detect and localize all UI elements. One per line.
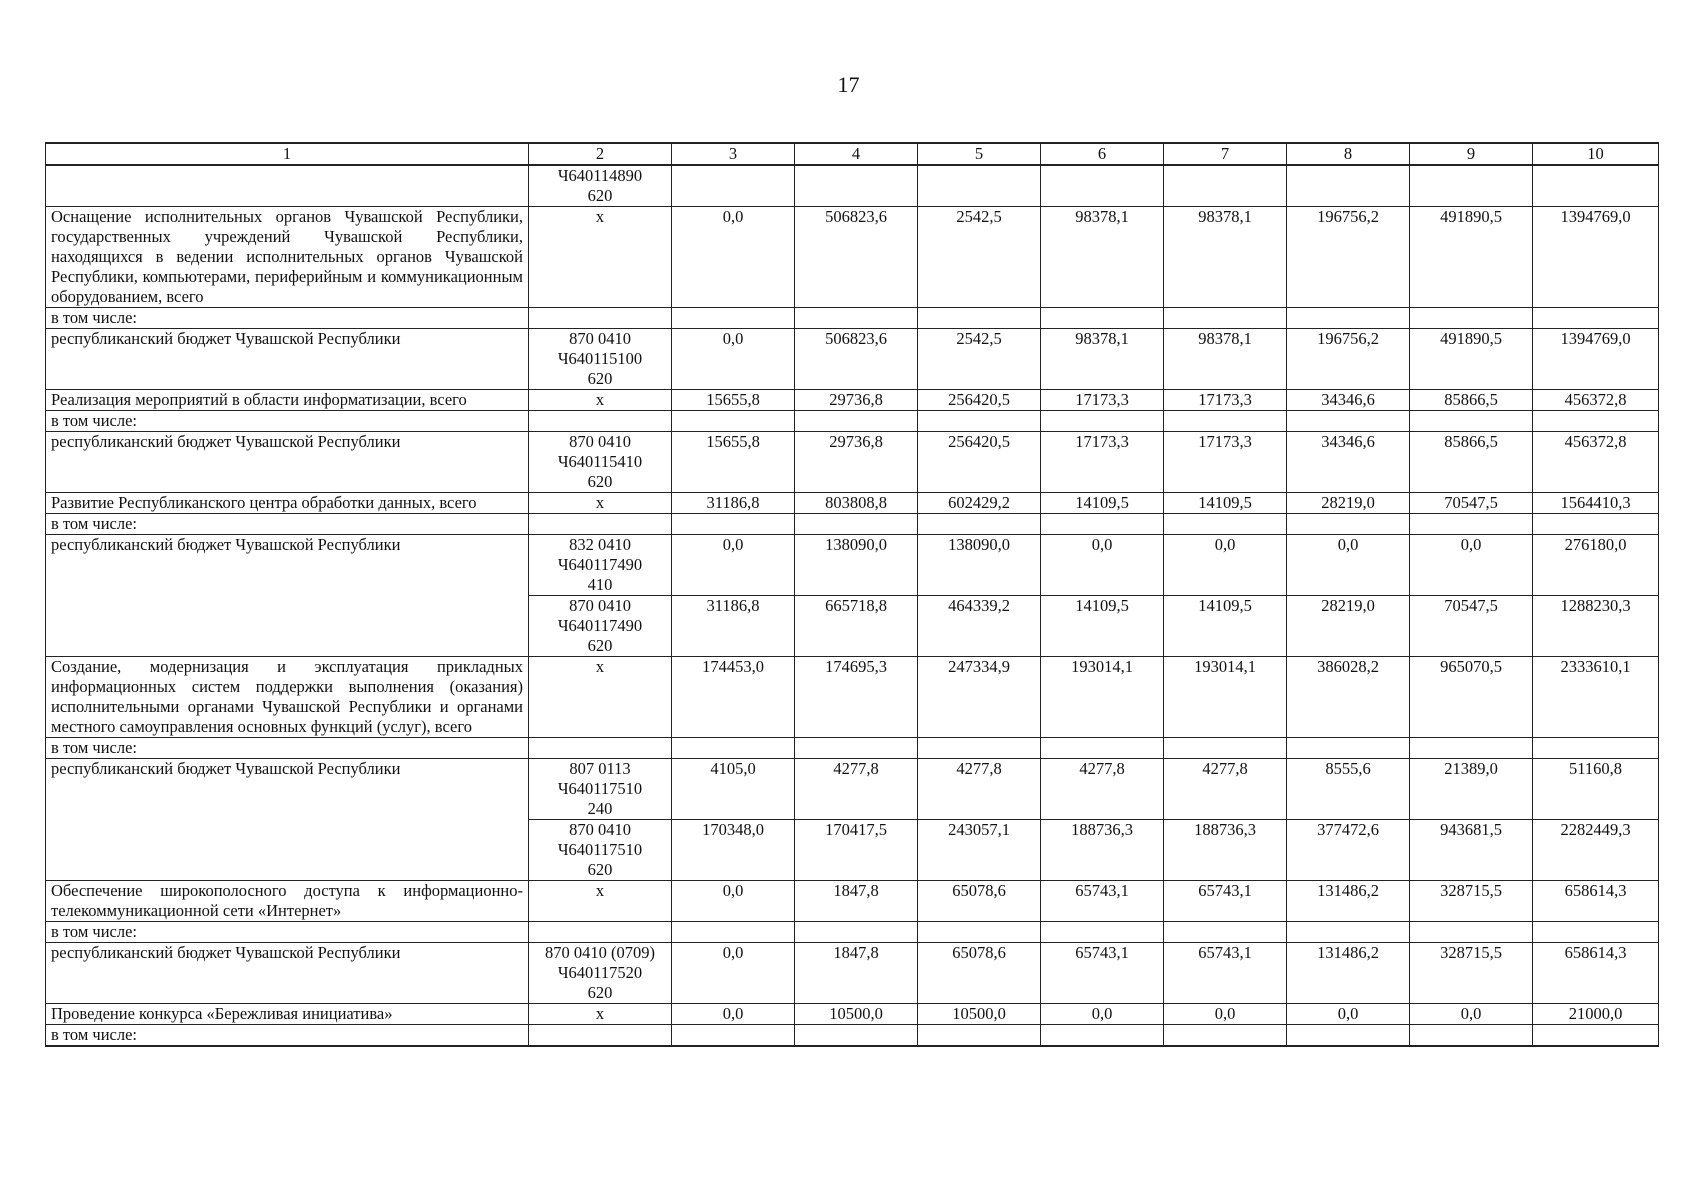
budget-code: Ч640114890 620 <box>529 165 672 207</box>
value-cell-col-5: 464339,2 <box>918 596 1041 657</box>
value-cell-col-8: 34346,6 <box>1287 390 1410 411</box>
value-cell-col-10: 21000,0 <box>1533 1004 1659 1025</box>
table-row <box>46 207 1659 308</box>
budget-code <box>529 1025 672 1047</box>
table-row <box>46 535 1659 596</box>
value-cell-col-5: 138090,0 <box>918 535 1041 596</box>
value-cell-col-5 <box>918 411 1041 432</box>
value-cell-col-3 <box>672 308 795 329</box>
value-cell-col-7: 17173,3 <box>1164 432 1287 493</box>
value-cell-col-3: 0,0 <box>672 881 795 922</box>
value-cell-col-4: 29736,8 <box>795 432 918 493</box>
value-cell-col-7 <box>1164 411 1287 432</box>
column-header-5: 5 <box>918 143 1041 165</box>
value-cell-col-9: 70547,5 <box>1410 596 1533 657</box>
value-cell-col-7: 17173,3 <box>1164 390 1287 411</box>
budget-code <box>529 738 672 759</box>
value-cell-col-6: 188736,3 <box>1041 820 1164 881</box>
value-cell-col-7 <box>1164 165 1287 207</box>
subtotal-label: в том числе: <box>46 514 529 535</box>
budget-code: 870 0410 Ч640117490 620 <box>529 596 672 657</box>
value-cell-col-10 <box>1533 514 1659 535</box>
column-header-1: 1 <box>46 143 529 165</box>
value-cell-col-7: 65743,1 <box>1164 943 1287 1004</box>
budget-code: 807 0113 Ч640117510 240 <box>529 759 672 820</box>
item-name: республиканский бюджет Чувашской Республики <box>46 759 529 881</box>
column-header-7: 7 <box>1164 143 1287 165</box>
value-cell-col-5: 247334,9 <box>918 657 1041 738</box>
value-cell-col-8: 0,0 <box>1287 535 1410 596</box>
value-cell-col-10: 658614,3 <box>1533 881 1659 922</box>
value-cell-col-10: 1564410,3 <box>1533 493 1659 514</box>
value-cell-col-4 <box>795 514 918 535</box>
value-cell-col-3 <box>672 922 795 943</box>
value-cell-col-6 <box>1041 1025 1164 1047</box>
value-cell-col-5: 65078,6 <box>918 881 1041 922</box>
column-header-8: 8 <box>1287 143 1410 165</box>
value-cell-col-7: 98378,1 <box>1164 329 1287 390</box>
budget-code: х <box>529 657 672 738</box>
value-cell-col-8 <box>1287 738 1410 759</box>
value-cell-col-3: 0,0 <box>672 329 795 390</box>
value-cell-col-8 <box>1287 411 1410 432</box>
value-cell-col-5: 602429,2 <box>918 493 1041 514</box>
table-row <box>46 1025 1659 1047</box>
value-cell-col-7 <box>1164 1025 1287 1047</box>
budget-code: х <box>529 207 672 308</box>
value-cell-col-6: 65743,1 <box>1041 881 1164 922</box>
value-cell-col-3: 31186,8 <box>672 596 795 657</box>
item-name: Развитие Республиканского центра обработки данных, всего <box>46 493 529 514</box>
value-cell-col-7: 98378,1 <box>1164 207 1287 308</box>
value-cell-col-8 <box>1287 514 1410 535</box>
value-cell-col-7: 188736,3 <box>1164 820 1287 881</box>
value-cell-col-10: 1394769,0 <box>1533 329 1659 390</box>
item-name: Обеспечение широкополосного доступа к информационно-телекоммуникационной сети «Интернет» <box>46 881 529 922</box>
value-cell-col-8 <box>1287 922 1410 943</box>
budget-code <box>529 411 672 432</box>
budget-code: х <box>529 390 672 411</box>
column-header-10: 10 <box>1533 143 1659 165</box>
value-cell-col-8 <box>1287 165 1410 207</box>
table-row <box>46 432 1659 493</box>
value-cell-col-10: 2333610,1 <box>1533 657 1659 738</box>
value-cell-col-3: 15655,8 <box>672 432 795 493</box>
value-cell-col-5: 256420,5 <box>918 432 1041 493</box>
table-row <box>46 390 1659 411</box>
value-cell-col-6 <box>1041 738 1164 759</box>
value-cell-col-10: 2282449,3 <box>1533 820 1659 881</box>
subtotal-label: в том числе: <box>46 411 529 432</box>
item-name: республиканский бюджет Чувашской Республики <box>46 535 529 657</box>
value-cell-col-6: 0,0 <box>1041 1004 1164 1025</box>
budget-code: 832 0410 Ч640117490 410 <box>529 535 672 596</box>
table-row <box>46 514 1659 535</box>
value-cell-col-6 <box>1041 514 1164 535</box>
value-cell-col-5 <box>918 1025 1041 1047</box>
table-row <box>46 308 1659 329</box>
value-cell-col-8: 377472,6 <box>1287 820 1410 881</box>
budget-code: х <box>529 493 672 514</box>
budget-code <box>529 514 672 535</box>
value-cell-col-6 <box>1041 308 1164 329</box>
value-cell-col-5: 2542,5 <box>918 207 1041 308</box>
item-name <box>46 165 529 207</box>
budget-code <box>529 308 672 329</box>
subtotal-label: в том числе: <box>46 738 529 759</box>
value-cell-col-7: 4277,8 <box>1164 759 1287 820</box>
value-cell-col-4 <box>795 738 918 759</box>
value-cell-col-4: 506823,6 <box>795 207 918 308</box>
value-cell-col-4: 138090,0 <box>795 535 918 596</box>
value-cell-col-5: 4277,8 <box>918 759 1041 820</box>
value-cell-col-9: 965070,5 <box>1410 657 1533 738</box>
value-cell-col-6: 98378,1 <box>1041 329 1164 390</box>
value-cell-col-6: 14109,5 <box>1041 493 1164 514</box>
value-cell-col-4: 4277,8 <box>795 759 918 820</box>
value-cell-col-3 <box>672 738 795 759</box>
value-cell-col-8: 131486,2 <box>1287 881 1410 922</box>
table-row <box>46 165 1659 207</box>
budget-table <box>45 142 1659 1047</box>
value-cell-col-10 <box>1533 411 1659 432</box>
value-cell-col-7 <box>1164 308 1287 329</box>
column-header-3: 3 <box>672 143 795 165</box>
value-cell-col-9: 328715,5 <box>1410 881 1533 922</box>
value-cell-col-9 <box>1410 308 1533 329</box>
value-cell-col-3 <box>672 514 795 535</box>
value-cell-col-9: 943681,5 <box>1410 820 1533 881</box>
value-cell-col-4 <box>795 1025 918 1047</box>
value-cell-col-7: 14109,5 <box>1164 596 1287 657</box>
value-cell-col-3: 4105,0 <box>672 759 795 820</box>
value-cell-col-10: 51160,8 <box>1533 759 1659 820</box>
value-cell-col-4: 506823,6 <box>795 329 918 390</box>
value-cell-col-10 <box>1533 1025 1659 1047</box>
value-cell-col-10 <box>1533 922 1659 943</box>
value-cell-col-6: 14109,5 <box>1041 596 1164 657</box>
subtotal-label: в том числе: <box>46 922 529 943</box>
value-cell-col-9: 491890,5 <box>1410 207 1533 308</box>
table-row <box>46 759 1659 820</box>
item-name: Проведение конкурса «Бережливая инициатива» <box>46 1004 529 1025</box>
value-cell-col-7 <box>1164 922 1287 943</box>
value-cell-col-10: 658614,3 <box>1533 943 1659 1004</box>
value-cell-col-9 <box>1410 1025 1533 1047</box>
value-cell-col-4: 665718,8 <box>795 596 918 657</box>
budget-code: х <box>529 881 672 922</box>
subtotal-label: в том числе: <box>46 308 529 329</box>
value-cell-col-6: 17173,3 <box>1041 390 1164 411</box>
budget-code: х <box>529 1004 672 1025</box>
table-row <box>46 411 1659 432</box>
value-cell-col-3: 0,0 <box>672 207 795 308</box>
value-cell-col-8: 0,0 <box>1287 1004 1410 1025</box>
value-cell-col-6 <box>1041 165 1164 207</box>
value-cell-col-9: 21389,0 <box>1410 759 1533 820</box>
value-cell-col-6 <box>1041 411 1164 432</box>
value-cell-col-9: 85866,5 <box>1410 390 1533 411</box>
budget-code: 870 0410 Ч640117510 620 <box>529 820 672 881</box>
column-header-9: 9 <box>1410 143 1533 165</box>
value-cell-col-5 <box>918 922 1041 943</box>
value-cell-col-7: 65743,1 <box>1164 881 1287 922</box>
column-header-6: 6 <box>1041 143 1164 165</box>
column-header-2: 2 <box>529 143 672 165</box>
value-cell-col-7 <box>1164 738 1287 759</box>
value-cell-col-4 <box>795 308 918 329</box>
page-number: 17 <box>837 72 860 97</box>
value-cell-col-10: 1288230,3 <box>1533 596 1659 657</box>
budget-code: 870 0410 Ч640115410 620 <box>529 432 672 493</box>
value-cell-col-7: 14109,5 <box>1164 493 1287 514</box>
item-name: Создание, модернизация и эксплуатация прикладных информационных систем поддержки выполнения (оказания) исполнительными органами Чувашской Республики и органами местного самоуправления основных функций (услуг), всего <box>46 657 529 738</box>
value-cell-col-10 <box>1533 738 1659 759</box>
value-cell-col-4: 29736,8 <box>795 390 918 411</box>
table-row <box>46 329 1659 390</box>
value-cell-col-8: 28219,0 <box>1287 493 1410 514</box>
value-cell-col-3 <box>672 411 795 432</box>
table-row <box>46 657 1659 738</box>
value-cell-col-6: 0,0 <box>1041 535 1164 596</box>
value-cell-col-4: 174695,3 <box>795 657 918 738</box>
item-name: Оснащение исполнительных органов Чувашской Республики, государственных учреждений Чувашской Республики, находящихся в ведении исполнительных органов Чувашской Республики, компьютерами, периферийным и коммуникационным оборудованием, всего <box>46 207 529 308</box>
value-cell-col-8: 196756,2 <box>1287 207 1410 308</box>
value-cell-col-3: 15655,8 <box>672 390 795 411</box>
value-cell-col-4 <box>795 411 918 432</box>
value-cell-col-10: 276180,0 <box>1533 535 1659 596</box>
header-row <box>46 143 1659 165</box>
value-cell-col-6: 193014,1 <box>1041 657 1164 738</box>
value-cell-col-5 <box>918 308 1041 329</box>
value-cell-col-3: 0,0 <box>672 943 795 1004</box>
value-cell-col-6: 4277,8 <box>1041 759 1164 820</box>
value-cell-col-9 <box>1410 165 1533 207</box>
value-cell-col-8: 196756,2 <box>1287 329 1410 390</box>
value-cell-col-3: 170348,0 <box>672 820 795 881</box>
item-name: республиканский бюджет Чувашской Республики <box>46 432 529 493</box>
value-cell-col-10: 1394769,0 <box>1533 207 1659 308</box>
subtotal-label: в том числе: <box>46 1025 529 1047</box>
column-header-4: 4 <box>795 143 918 165</box>
value-cell-col-9 <box>1410 514 1533 535</box>
budget-code: 870 0410 (0709) Ч640117520 620 <box>529 943 672 1004</box>
value-cell-col-4: 10500,0 <box>795 1004 918 1025</box>
value-cell-col-8: 386028,2 <box>1287 657 1410 738</box>
value-cell-col-9: 0,0 <box>1410 535 1533 596</box>
value-cell-col-5: 2542,5 <box>918 329 1041 390</box>
value-cell-col-3: 174453,0 <box>672 657 795 738</box>
value-cell-col-10: 456372,8 <box>1533 390 1659 411</box>
value-cell-col-5: 10500,0 <box>918 1004 1041 1025</box>
value-cell-col-4 <box>795 922 918 943</box>
value-cell-col-7: 0,0 <box>1164 1004 1287 1025</box>
value-cell-col-3: 31186,8 <box>672 493 795 514</box>
value-cell-col-10: 456372,8 <box>1533 432 1659 493</box>
value-cell-col-5: 65078,6 <box>918 943 1041 1004</box>
value-cell-col-4: 170417,5 <box>795 820 918 881</box>
value-cell-col-3: 0,0 <box>672 535 795 596</box>
value-cell-col-9 <box>1410 738 1533 759</box>
value-cell-col-8 <box>1287 308 1410 329</box>
value-cell-col-8: 131486,2 <box>1287 943 1410 1004</box>
value-cell-col-7: 0,0 <box>1164 535 1287 596</box>
value-cell-col-4: 1847,8 <box>795 943 918 1004</box>
value-cell-col-8: 8555,6 <box>1287 759 1410 820</box>
value-cell-col-8: 28219,0 <box>1287 596 1410 657</box>
value-cell-col-6: 17173,3 <box>1041 432 1164 493</box>
value-cell-col-3 <box>672 1025 795 1047</box>
value-cell-col-5 <box>918 165 1041 207</box>
budget-code: 870 0410 Ч640115100 620 <box>529 329 672 390</box>
value-cell-col-10 <box>1533 165 1659 207</box>
budget-code <box>529 922 672 943</box>
table-row <box>46 738 1659 759</box>
table-row <box>46 881 1659 922</box>
value-cell-col-10 <box>1533 308 1659 329</box>
value-cell-col-7 <box>1164 514 1287 535</box>
value-cell-col-6: 65743,1 <box>1041 943 1164 1004</box>
table-row <box>46 493 1659 514</box>
value-cell-col-7: 193014,1 <box>1164 657 1287 738</box>
table-row <box>46 943 1659 1004</box>
value-cell-col-9 <box>1410 411 1533 432</box>
value-cell-col-5: 256420,5 <box>918 390 1041 411</box>
value-cell-col-9: 85866,5 <box>1410 432 1533 493</box>
value-cell-col-3: 0,0 <box>672 1004 795 1025</box>
value-cell-col-9: 491890,5 <box>1410 329 1533 390</box>
table-row <box>46 922 1659 943</box>
value-cell-col-8: 34346,6 <box>1287 432 1410 493</box>
value-cell-col-8 <box>1287 1025 1410 1047</box>
value-cell-col-4: 1847,8 <box>795 881 918 922</box>
value-cell-col-5 <box>918 514 1041 535</box>
value-cell-col-6: 98378,1 <box>1041 207 1164 308</box>
value-cell-col-4: 803808,8 <box>795 493 918 514</box>
table-row <box>46 1004 1659 1025</box>
item-name: Реализация мероприятий в области информатизации, всего <box>46 390 529 411</box>
value-cell-col-6 <box>1041 922 1164 943</box>
value-cell-col-9: 0,0 <box>1410 1004 1533 1025</box>
value-cell-col-9 <box>1410 922 1533 943</box>
item-name: республиканский бюджет Чувашской Республики <box>46 329 529 390</box>
value-cell-col-5 <box>918 738 1041 759</box>
value-cell-col-3 <box>672 165 795 207</box>
value-cell-col-5: 243057,1 <box>918 820 1041 881</box>
item-name: республиканский бюджет Чувашской Республики <box>46 943 529 1004</box>
value-cell-col-9: 70547,5 <box>1410 493 1533 514</box>
value-cell-col-9: 328715,5 <box>1410 943 1533 1004</box>
value-cell-col-4 <box>795 165 918 207</box>
